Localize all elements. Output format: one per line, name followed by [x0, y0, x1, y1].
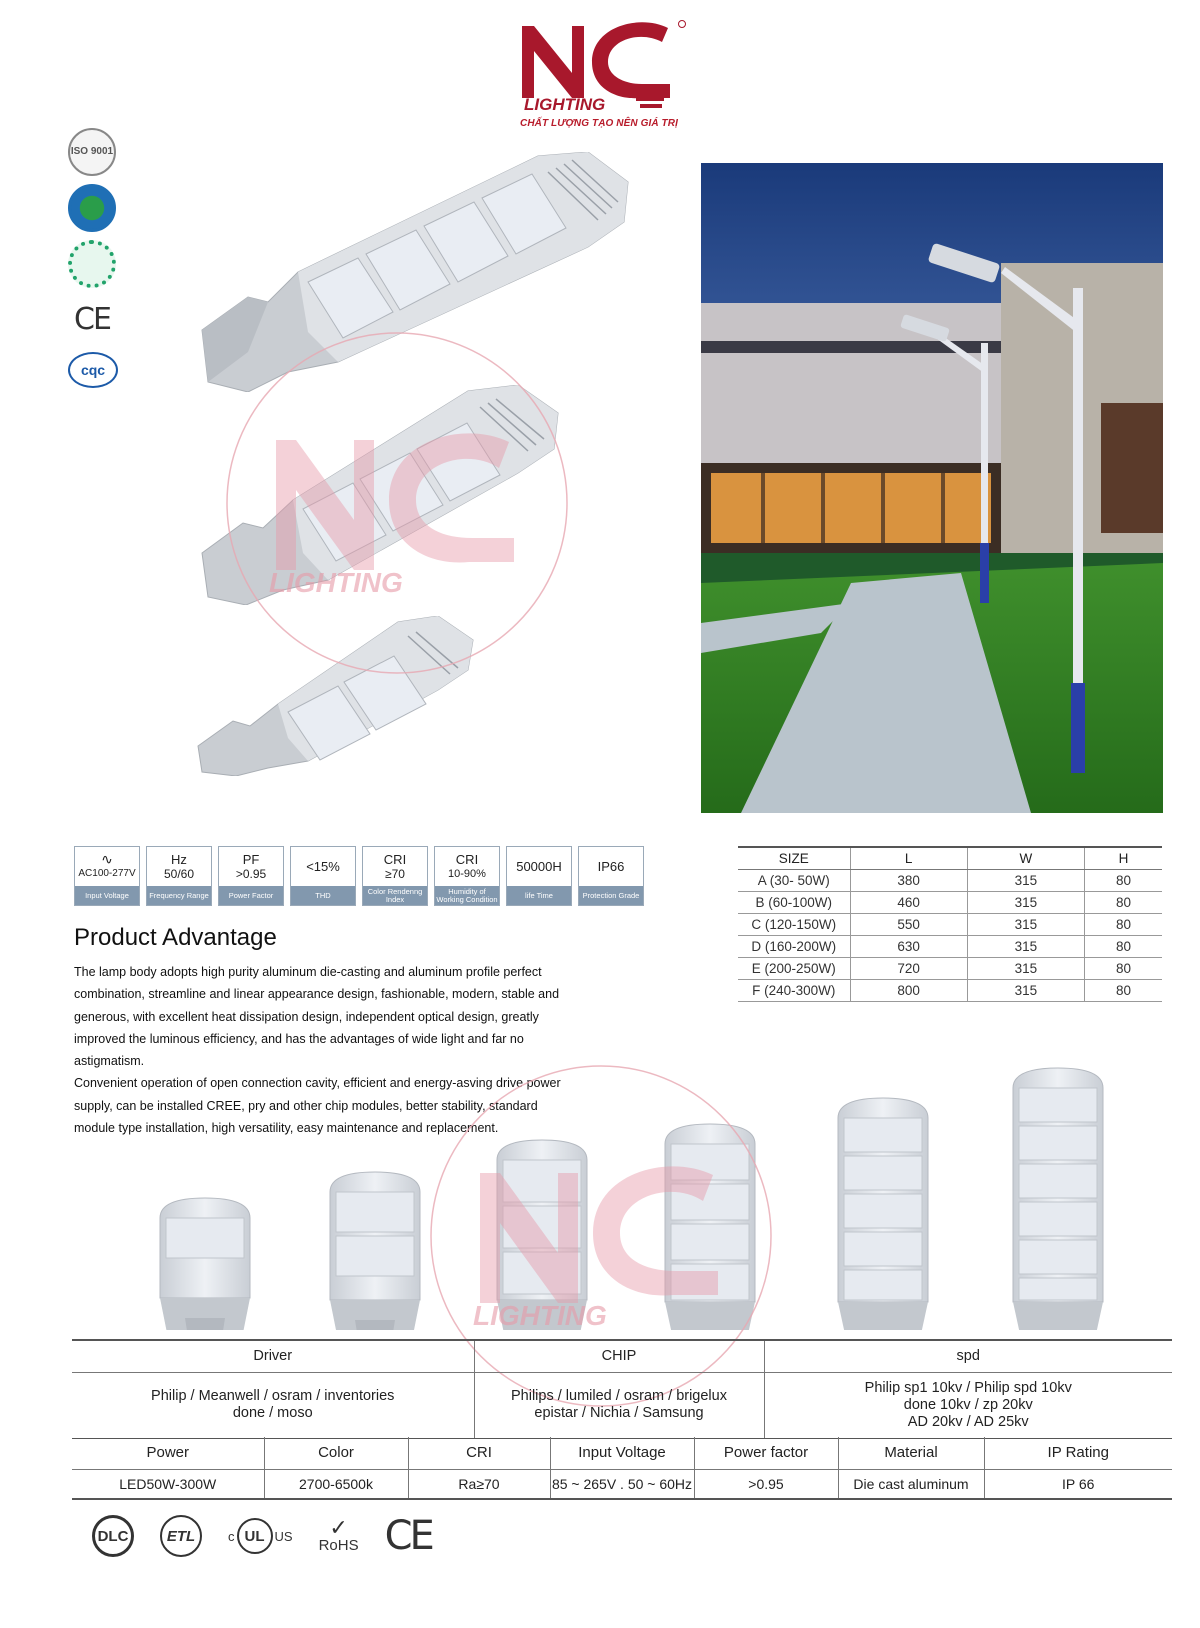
driver-cell: Philip / Meanwell / osram / inventories done / moso — [72, 1372, 474, 1438]
spec-thd: <15% THD — [290, 846, 356, 906]
cqc-badge: cqc — [68, 352, 118, 388]
ce-mark: CE — [384, 1513, 432, 1559]
table-row: B (60-100W) 460 315 80 — [738, 891, 1162, 913]
table-row: E (200-250W) 720 315 80 — [738, 957, 1162, 979]
svg-text:LIGHTING: LIGHTING — [473, 1300, 607, 1331]
advantage-paragraph-1: The lamp body adopts high purity aluminum die-casting and aluminum profile perfect combination, streamline and linear appearance design, fashionable, modern, stable and generous, with excellent heat dissipation design, independent optical design, greatly improved the luminous efficiency, and has the advantages of wide light and far no astigmatism. — [74, 965, 560, 1069]
spec-power-factor: PF >0.95 Power Factor — [218, 846, 284, 906]
lamp-size-b — [330, 1172, 420, 1330]
certification-marks — [92, 1513, 432, 1559]
ul-mark: c UL US — [228, 1518, 293, 1554]
properties-table-header: Power Color CRI Input Voltage Power factor Material IP Rating — [72, 1437, 1172, 1469]
etl-mark: ETL — [160, 1515, 202, 1557]
lamp-size-c — [497, 1140, 587, 1330]
spec-cri: CRI ≥70 Color Rendenng Index — [362, 846, 428, 906]
lamp-size-a — [160, 1198, 250, 1330]
table-row: D (160-200W) 630 315 80 — [738, 935, 1162, 957]
spec-frequency: Hz 50/60 Frequency Range — [146, 846, 212, 906]
spec-life-time: 50000H life Time — [506, 846, 572, 906]
table-row — [72, 1372, 1172, 1438]
spec-humidity: CRI 10-90% Humidity of Working Condition — [434, 846, 500, 906]
product-advantage-title: Product Advantage — [74, 924, 277, 951]
component-table — [72, 1339, 1172, 1439]
rohs-mark: ✓ RoHS — [318, 1515, 359, 1554]
sine-wave-icon: ∿ — [101, 851, 113, 867]
spec-protection-grade: IP66 Protection Grade — [578, 846, 644, 906]
checkmark-icon: ✓ — [329, 1515, 348, 1540]
lamp-size-e — [838, 1098, 928, 1330]
spec-input-voltage: ∿ AC100-277V Input Voltage — [74, 846, 140, 906]
table-row: A (30- 50W) 380 315 80 — [738, 869, 1162, 891]
dlc-mark: DLC — [92, 1515, 134, 1557]
table-row: F (240-300W) 800 315 80 — [738, 979, 1162, 1001]
component-table-header: Driver CHIP spd — [72, 1340, 1172, 1372]
properties-table — [72, 1437, 1172, 1500]
svg-text:LIGHTING: LIGHTING — [269, 567, 403, 598]
spd-cell: Philip sp1 10kv / Philip spd 10kv done 10kv / zp 20kv AD 20kv / AD 25kv — [764, 1372, 1172, 1438]
advantage-paragraph-2: Convenient operation of open connection cavity, efficient and energy-asving drive power supply, can be installed CREE, pry and other chip modules, better stability, standard module type installation, high versatility, easy maintenance and replacement. — [74, 1076, 561, 1136]
brand-tagline: CHẤT LƯỢNG TẠO NÊN GIÁ TRỊ — [520, 118, 678, 129]
ce-badge: CE — [74, 302, 110, 337]
lamp-size-d — [665, 1124, 755, 1330]
table-row: LED50W-300W 2700-6500k Ra≥70 85 ~ 265V . 50 ~ 60Hz >0.95 Die cast aluminum IP 66 — [72, 1469, 1172, 1499]
size-table-header: SIZE L W H — [738, 847, 1162, 869]
lamp-size-f — [1013, 1068, 1103, 1330]
iso-9001-badge: ISO 9001 — [68, 128, 116, 176]
table-row: C (120-150W) 550 315 80 — [738, 913, 1162, 935]
chip-cell: Philips / lumiled / osram / brigelux epistar / Nichia / Samsung — [474, 1372, 764, 1438]
svg-text:LIGHTING: LIGHTING — [524, 95, 606, 113]
